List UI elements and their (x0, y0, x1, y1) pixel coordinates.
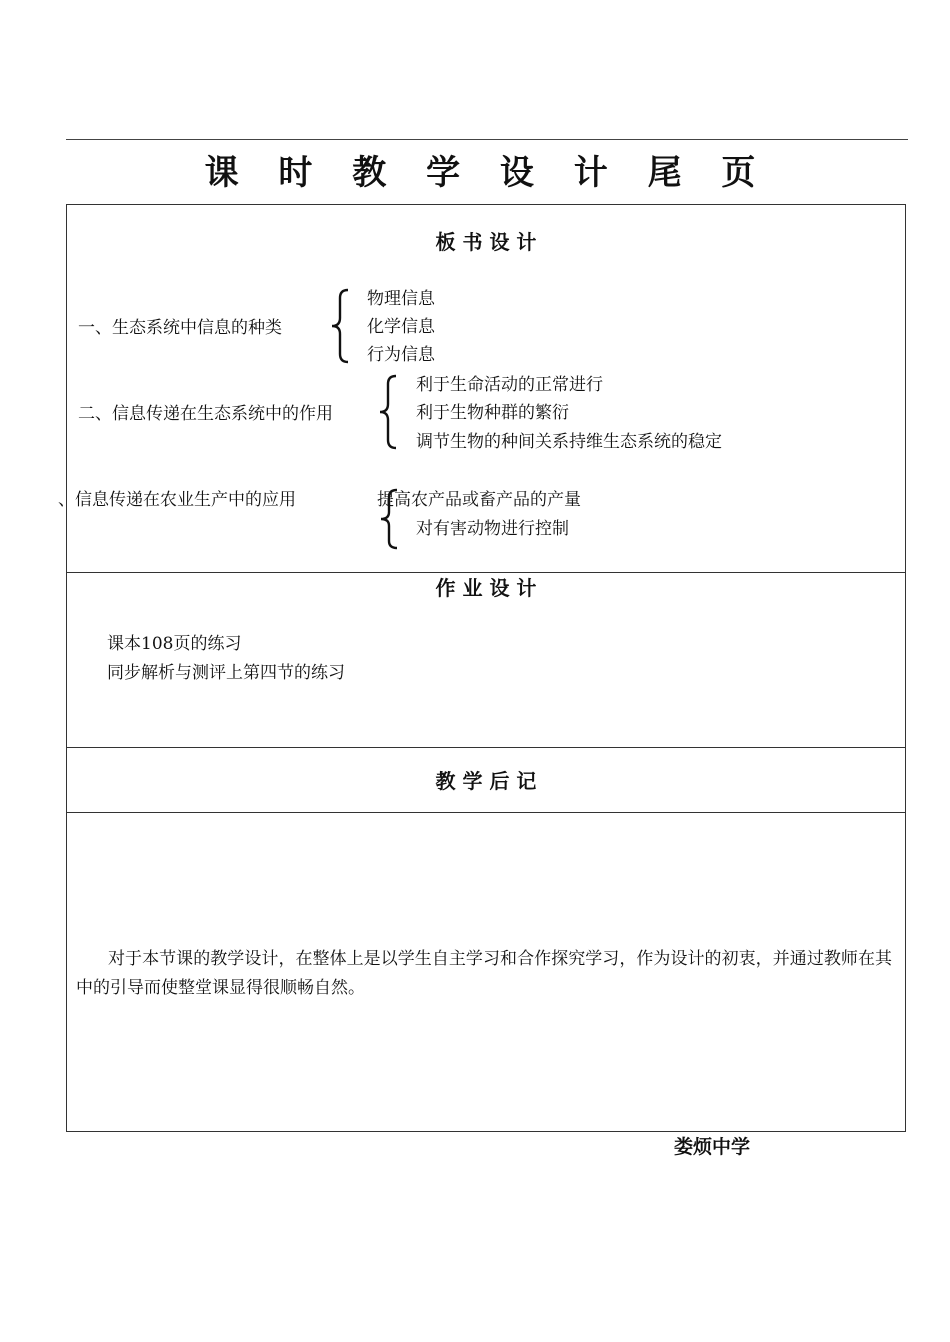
topic-2-item: 利于生命活动的正常进行 (416, 375, 603, 395)
top-rule (66, 139, 908, 140)
topic-3-item: 对有害动物进行控制 (416, 519, 569, 539)
page-title: 课 时 教 学 设 计 尾 页 (204, 153, 770, 193)
homework-item: 同步解析与测评上第四节的练习 (107, 663, 345, 683)
reflection-heading: 教 学 后 记 (435, 769, 537, 793)
section-divider (66, 812, 906, 813)
topic-2-item: 调节生物的种间关系持维生态系统的稳定 (416, 432, 722, 452)
brace-icon (378, 374, 400, 450)
section-divider (66, 572, 906, 573)
topic-3-label: 、信息传递在农业生产中的应用 (58, 490, 296, 510)
homework-heading: 作 业 设 计 (435, 576, 537, 600)
topic-2-label: 二、信息传递在生态系统中的作用 (78, 404, 333, 424)
topic-3-item: 提高农产品或畜产品的产量 (377, 490, 581, 510)
reflection-paragraph: 对于本节课的教学设计，在整体上是以学生自主学习和合作探究学习，作为设计的初衷，并通过教师在其中的引导而使整堂课显得很顺畅自然。 (76, 949, 892, 998)
section-divider (66, 747, 906, 748)
topic-1-item: 行为信息 (367, 345, 435, 365)
homework-item: 课本108页的练习 (107, 634, 242, 654)
school-name: 娄烦中学 (674, 1136, 751, 1158)
board-design-heading: 板 书 设 计 (435, 230, 537, 254)
topic-2-item: 利于生物种群的繁衍 (416, 403, 569, 423)
brace-icon (330, 288, 352, 364)
topic-1-item: 化学信息 (367, 317, 435, 337)
topic-1-label: 一、生态系统中信息的种类 (78, 318, 282, 338)
topic-1-item: 物理信息 (367, 289, 435, 309)
